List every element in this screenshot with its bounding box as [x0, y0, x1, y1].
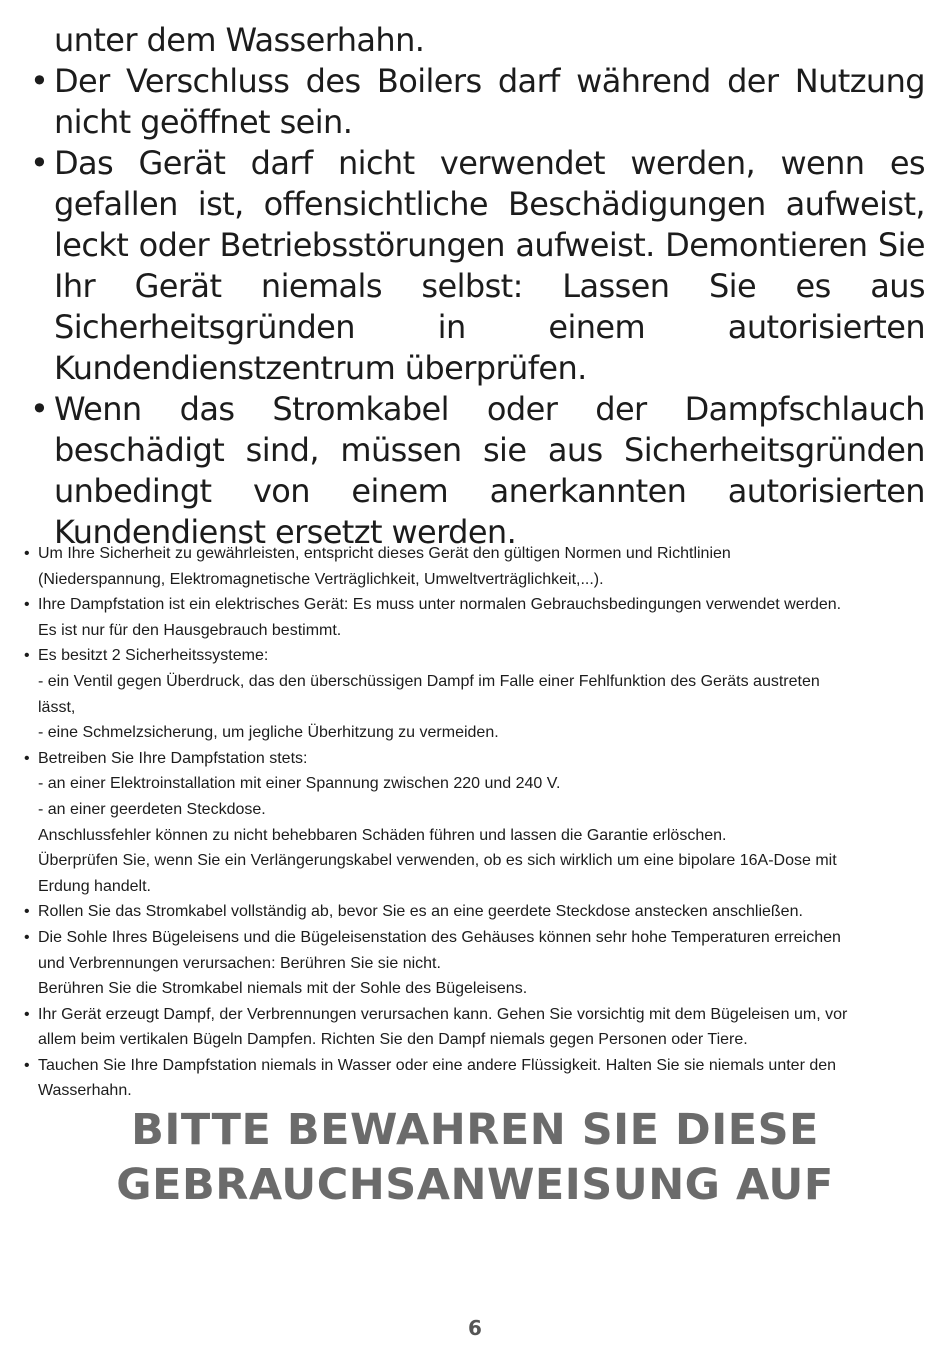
large-bullet-item	[30, 389, 925, 553]
item-line: Anschlussfehler können zu nicht behebbaren Schäden führen und lassen die Garantie erlöschen.	[38, 826, 727, 844]
notice-line: BITTE BEWAHREN SIE DIESE	[131, 1105, 819, 1155]
item-line: allem beim vertikalen Bügeln Dampfen. Richten Sie den Dampf niemals gegen Personen oder Tiere.	[38, 1031, 748, 1049]
bullet-icon: •	[24, 596, 30, 614]
bullet-icon: •	[24, 1056, 30, 1074]
small-bullet-item	[24, 643, 919, 745]
large-item-text: Wenn das Stromkabel oder der Dampfschlauch beschädigt sind, müssen sie aus Sicherheitsgründen unbedingt von einem anerkannten autorisierten Kundendienst ersetzt werden.	[54, 390, 925, 551]
large-item-text: Der Verschluss des Boilers darf während der Nutzung nicht geöffnet sein.	[54, 62, 925, 141]
large-bullet-item	[30, 143, 925, 389]
bullet-icon: •	[30, 390, 49, 428]
large-print-safety-section	[30, 20, 925, 553]
item-line: - ein Ventil gegen Überdruck, das den überschüssigen Dampf im Falle einer Fehlfunktion des Geräts austreten	[38, 672, 820, 690]
bullet-icon: •	[30, 144, 49, 182]
item-line: Es ist nur für den Hausgebrauch bestimmt.	[38, 621, 342, 639]
bullet-icon: •	[24, 903, 30, 921]
continuation-text: unter dem Wasserhahn.	[54, 21, 425, 59]
small-bullet-item	[24, 541, 919, 592]
bullet-icon: •	[24, 928, 30, 946]
item-line: und Verbrennungen verursachen: Berühren Sie sie nicht.	[38, 954, 441, 972]
keep-instructions-notice	[0, 1103, 950, 1213]
item-line: Ihre Dampfstation ist ein elektrisches Gerät: Es muss unter normalen Gebrauchsbedingungen verwendet werden.	[38, 596, 842, 614]
small-bullet-item	[24, 592, 919, 643]
item-line: Überprüfen Sie, wenn Sie ein Verlängerungskabel verwenden, ob es sich wirklich um eine bipolare 16A-Dose mit	[38, 852, 837, 870]
item-line: - an einer geerdeten Steckdose.	[38, 800, 266, 818]
bullet-icon: •	[24, 1005, 30, 1023]
bullet-icon: •	[24, 749, 30, 767]
item-line: lässt,	[38, 698, 76, 716]
item-line: Wasserhahn.	[38, 1082, 132, 1100]
bullet-icon: •	[30, 62, 49, 100]
notice-line: GEBRAUCHSANWEISUNG AUF	[116, 1160, 834, 1210]
item-line: Rollen Sie das Stromkabel vollständig ab, bevor Sie es an eine geerdete Steckdose anstecken anschließen.	[38, 903, 803, 921]
item-line: - eine Schmelzsicherung, um jegliche Überhitzung zu vermeiden.	[38, 724, 499, 742]
small-bullet-item	[24, 1002, 919, 1053]
small-bullet-item	[24, 746, 919, 900]
bullet-icon: •	[24, 647, 30, 665]
item-line: Ihr Gerät erzeugt Dampf, der Verbrennungen verursachen kann. Gehen Sie vorsichtig mit dem Bügeleisen um, vor	[38, 1005, 848, 1023]
large-item-text: Das Gerät darf nicht verwendet werden, wenn es gefallen ist, offensichtliche Beschädigungen aufweist, leckt oder Betriebsstörungen aufweist. Demontieren Sie Ihr Gerät niemals selbst: Lassen Sie es aus Sicherheitsgründen in einem autorisierten Kundendienstzentrum überprüfen.	[54, 144, 925, 387]
item-line: - an einer Elektroinstallation mit einer Spannung zwischen 220 und 240 V.	[38, 775, 561, 793]
small-print-safety-section	[24, 541, 919, 1104]
item-line: Es besitzt 2 Sicherheitssysteme:	[38, 647, 269, 665]
item-line: Die Sohle Ihres Bügeleisens und die Bügeleisenstation des Gehäuses können sehr hohe Temperaturen erreichen	[38, 928, 841, 946]
large-bullet-item	[30, 61, 925, 143]
small-bullet-item	[24, 899, 919, 925]
item-line: Um Ihre Sicherheit zu gewährleisten, entspricht dieses Gerät den gültigen Normen und Richtlinien	[38, 545, 731, 562]
item-line: Betreiben Sie Ihre Dampfstation stets:	[38, 749, 308, 767]
page-number: 6	[468, 1316, 482, 1340]
small-bullet-item	[24, 925, 919, 1002]
small-bullet-item	[24, 1053, 919, 1104]
item-line: (Niederspannung, Elektromagnetische Verträglichkeit, Umweltverträglichkeit,...).	[38, 570, 604, 588]
item-line: Berühren Sie die Stromkabel niemals mit der Sohle des Bügeleisens.	[38, 980, 528, 998]
item-line: Tauchen Sie Ihre Dampfstation niemals in Wasser oder eine andere Flüssigkeit. Halten Sie sie niemals unter den	[38, 1056, 837, 1074]
item-line: Erdung handelt.	[38, 877, 151, 895]
bullet-icon: •	[24, 545, 30, 562]
